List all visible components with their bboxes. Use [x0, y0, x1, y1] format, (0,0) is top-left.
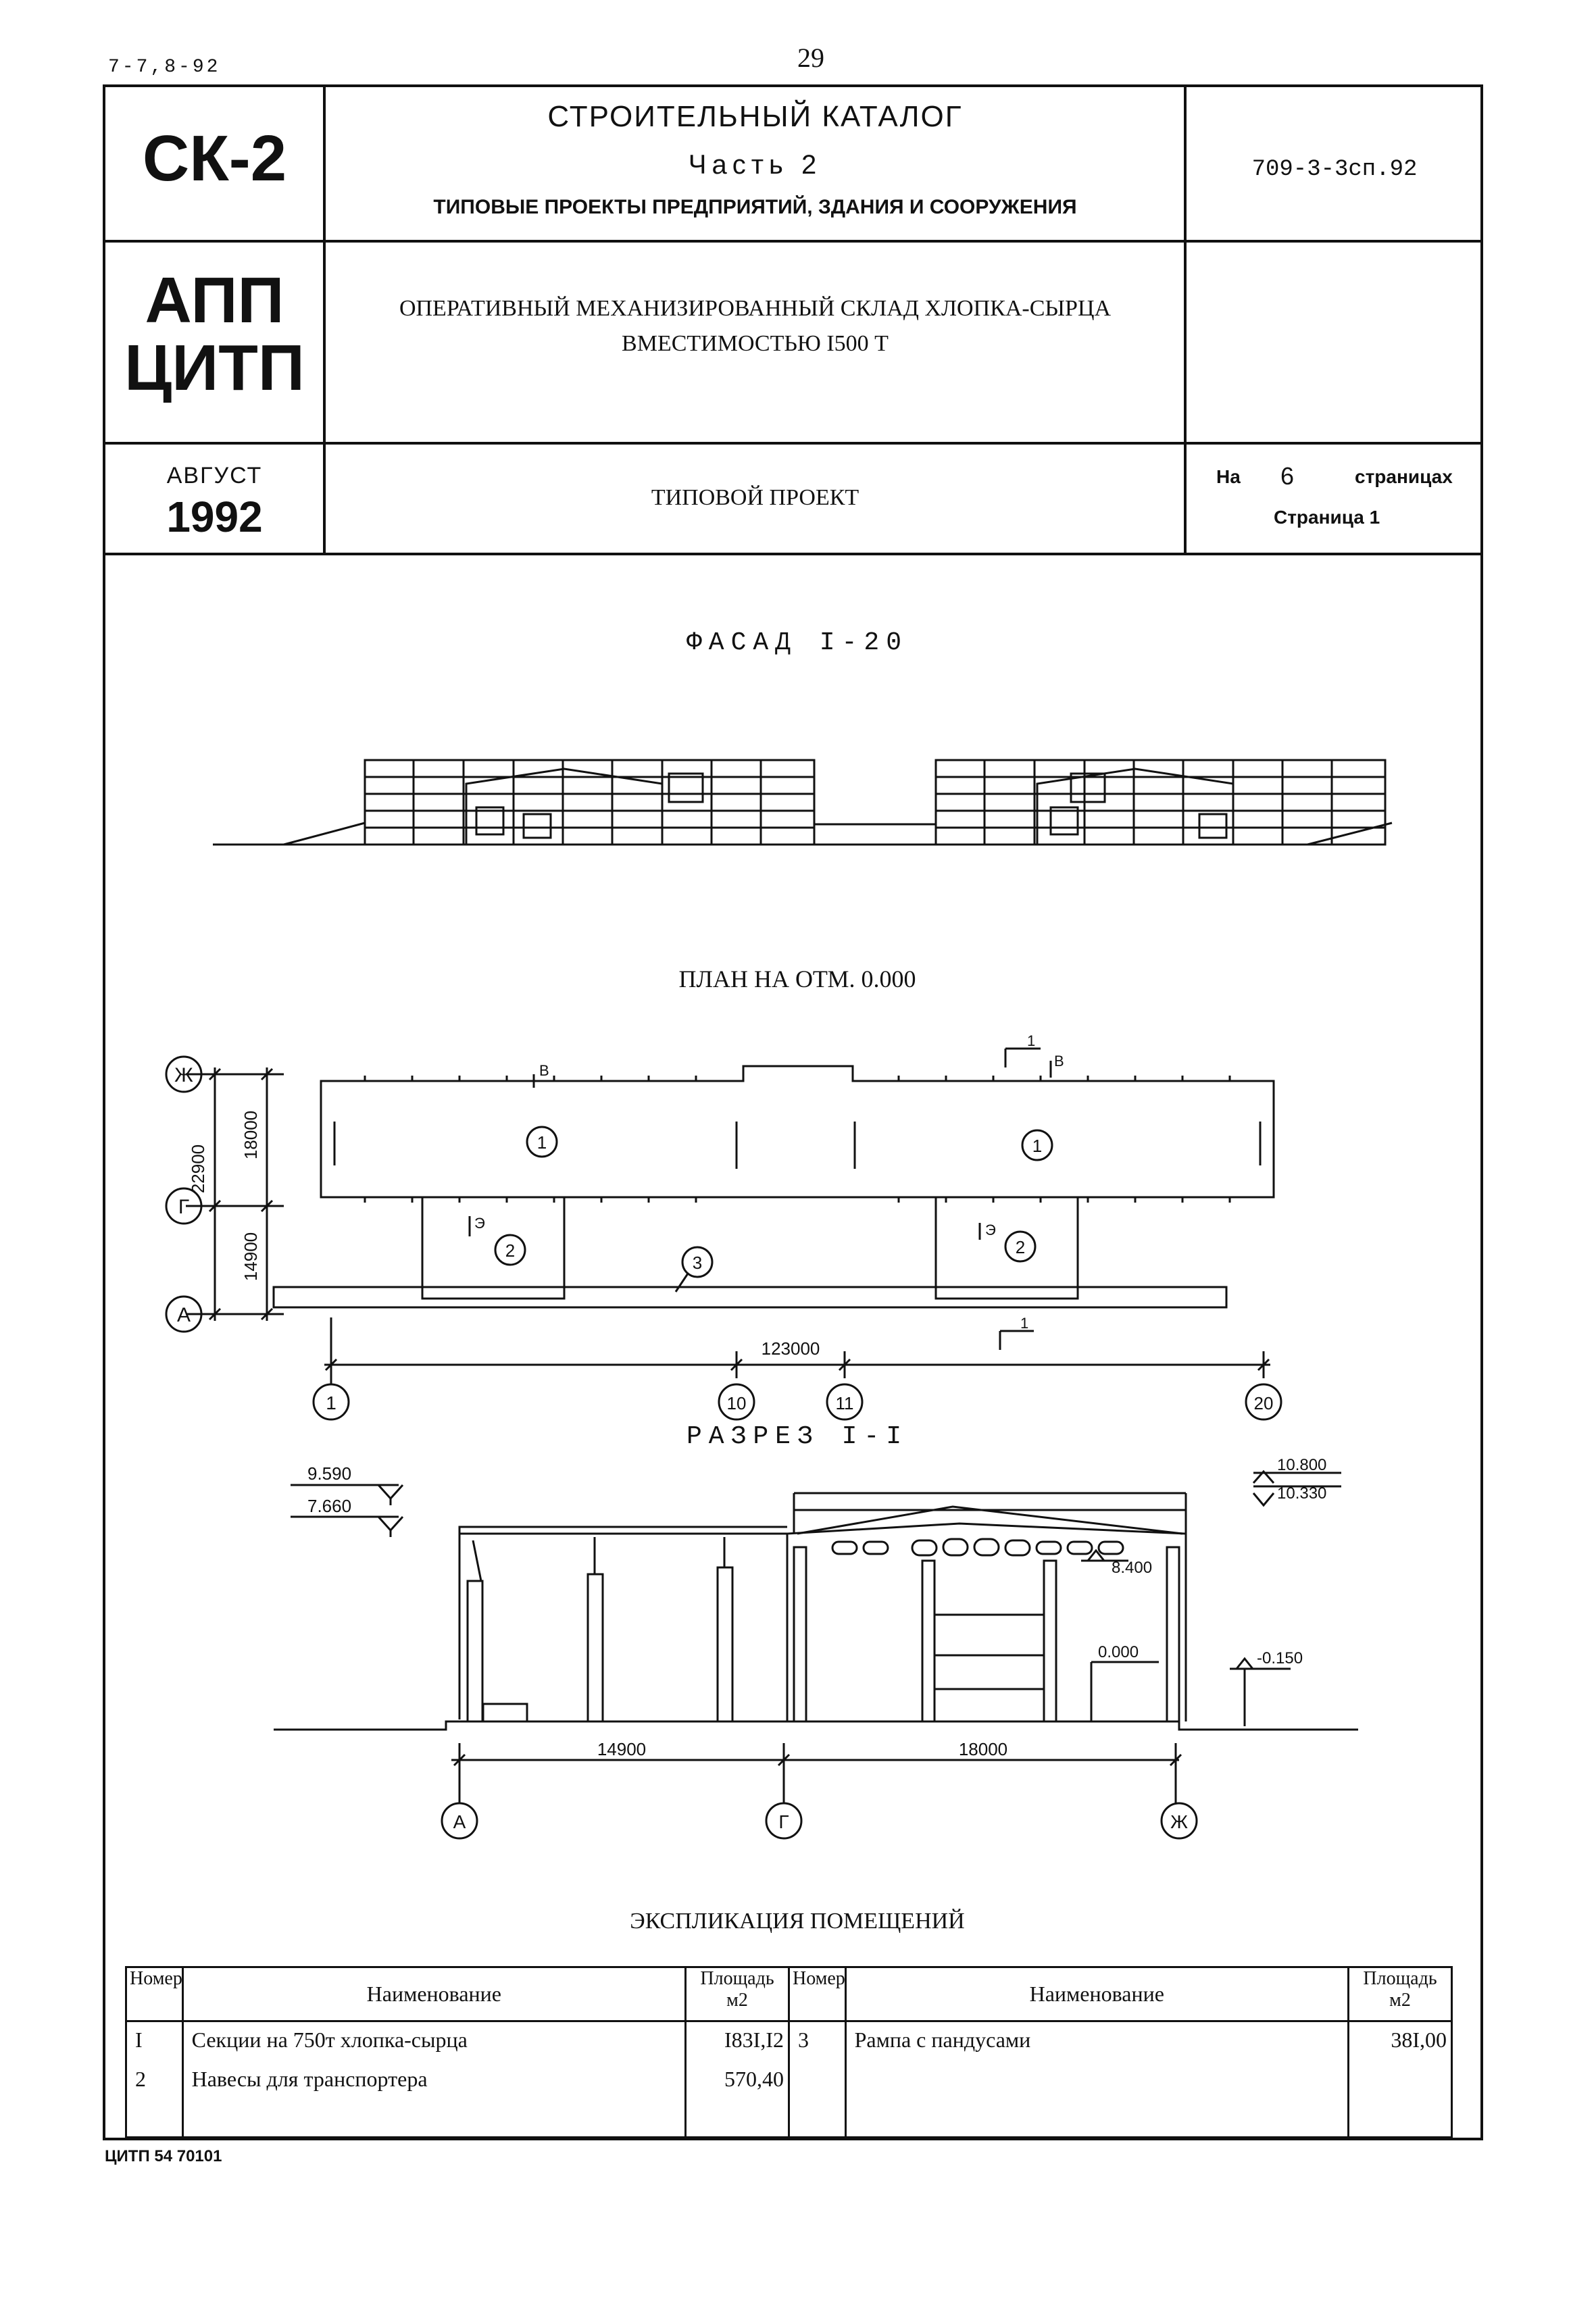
row-area: 570,40: [724, 2067, 784, 2091]
section-level-6: 0.000: [1098, 1643, 1139, 1661]
row-name: Секции на 750т хлопка-сырца: [191, 2028, 468, 2052]
page-label: Страница 1: [1274, 507, 1380, 528]
table-cell: [686, 2021, 789, 2138]
facade-drawing: [0, 0, 1596, 899]
plan-axis-col-label-4: 20: [1253, 1393, 1274, 1413]
section-dim-2: 18000: [958, 1739, 1008, 1759]
plan-room-tag-label-1b: 1: [1032, 1136, 1043, 1156]
plan-mark-1a: 1: [1027, 1032, 1036, 1049]
project-code: 709-3-3сп.92: [1251, 157, 1418, 182]
section-level-2: 7.660: [307, 1496, 352, 1516]
th-area-left: Площадь м2: [686, 1967, 789, 2021]
row-area: 38I,00: [1391, 2028, 1447, 2052]
section-axis-label-2: Г: [778, 1811, 789, 1832]
plan-room-tag-label-2b: 2: [1015, 1237, 1026, 1257]
section-level-7: -0.150: [1257, 1649, 1303, 1667]
plan-room-tag-label-3: 3: [692, 1253, 703, 1273]
row-num: 2: [135, 2067, 146, 2091]
plan-mark-b-2: В: [1054, 1053, 1064, 1070]
row-name: Навесы для транспортера: [191, 2067, 428, 2091]
catalog-part: Часть 2: [688, 150, 822, 180]
table-cell: [1348, 2021, 1451, 2138]
section-level-5: 8.400: [1112, 1559, 1153, 1577]
plan-mark-1b: 1: [1020, 1315, 1029, 1332]
section-title: РАЗРЕЗ I-I: [686, 1422, 909, 1451]
pages-suffix: страницах: [1355, 466, 1453, 487]
plan-room-tag-label-2a: 2: [505, 1240, 516, 1261]
project-title-line-2: ВМЕСТИМОСТЬЮ I500 Т: [622, 331, 889, 356]
facade-title: ФАСАД I-20: [686, 628, 909, 657]
section-level-1: 9.590: [307, 1463, 352, 1484]
plan-canopy-left: [422, 1197, 564, 1299]
section-canopy-roof: [459, 1527, 787, 1719]
th-name-right: Наименование: [845, 1967, 1348, 2021]
row-name: Рампа с пандусами: [854, 2028, 1031, 2052]
explication-title: ЭКСПЛИКАЦИЯ ПОМЕЩЕНИЙ: [630, 1909, 965, 1934]
project-title-line-1: ОПЕРАТИВНЫЙ МЕХАНИЗИРОВАННЫЙ СКЛАД ХЛОПКА-СЫРЦА: [399, 296, 1112, 321]
plan-drawing: [0, 1013, 1596, 1432]
catalog-subtitle: ТИПОВЫЕ ПРОЕКТЫ ПРЕДПРИЯТИЙ, ЗДАНИЯ И СООРУЖЕНИЯ: [433, 196, 1077, 218]
plan-dim-total-label: 123000: [761, 1338, 820, 1359]
section-level-4: 10.330: [1277, 1484, 1327, 1503]
plan-ramp: [274, 1287, 1226, 1307]
catalog-title: СТРОИТЕЛЬНЫЙ КАТАЛОГ: [547, 100, 963, 133]
table-cell: [845, 2021, 1348, 2138]
th-area-right: Площадь м2: [1348, 1967, 1451, 2021]
row-num: 3: [797, 2028, 809, 2052]
plan-dim-overall-label: 22900: [188, 1144, 208, 1194]
section-dim-1: 14900: [597, 1739, 647, 1759]
explication-table: [125, 1966, 1453, 2138]
plan-mark-b-1: В: [539, 1062, 549, 1079]
table-cell: [789, 2021, 845, 2138]
table-cell: [182, 2021, 685, 2138]
plan-room-tag-label-1a: 1: [537, 1132, 547, 1153]
section-drawing: [0, 1453, 1596, 1844]
catalog-code: СК-2: [142, 122, 287, 195]
page-number: 29: [797, 43, 824, 73]
section-level-3: 10.800: [1277, 1456, 1327, 1474]
issue-year: 1992: [166, 493, 263, 541]
section-axis-label-1: А: [453, 1811, 466, 1832]
plan-axis-row-label-2: Г: [178, 1196, 190, 1218]
org-line-1: АПП: [145, 264, 284, 336]
plan-mark-e-2: Э: [985, 1222, 996, 1238]
th-num-right: Номер: [789, 1967, 845, 2021]
plan-canopy-right: [936, 1197, 1078, 1299]
plan-title: ПЛАН НА ОТМ. 0.000: [678, 965, 916, 992]
footer-code: ЦИТП 54 70101: [105, 2147, 222, 2165]
issue-month: АВГУСТ: [166, 463, 263, 488]
row-num: I: [135, 2028, 143, 2052]
pages-prefix: На: [1216, 466, 1241, 487]
doc-type: ТИПОВОЙ ПРОЕКТ: [651, 485, 859, 510]
th-num-left: Номер: [126, 1967, 183, 2021]
section-ground: [274, 1721, 1358, 1730]
plan-mark-e-1: Э: [474, 1215, 485, 1232]
plan-main-block: [321, 1066, 1274, 1197]
section-axis-label-3: Ж: [1170, 1811, 1188, 1832]
corner-code: 7-7,8-92: [108, 57, 221, 78]
plan-dim-top-label: 18000: [241, 1110, 261, 1160]
plan-axis-col-label-3: 11: [835, 1393, 854, 1413]
plan-axis-col-label-1: 1: [326, 1392, 336, 1413]
org-line-2: ЦИТП: [124, 332, 305, 404]
th-name-left: Наименование: [182, 1967, 685, 2021]
plan-axis-row-label-1: Ж: [174, 1064, 193, 1086]
row-area: I83I,I2: [724, 2028, 784, 2052]
table-cell: [126, 2021, 183, 2138]
plan-dim-bottom-label: 14900: [241, 1232, 261, 1282]
plan-axis-col-label-2: 10: [726, 1393, 747, 1413]
pages-count: 6: [1280, 462, 1295, 490]
plan-axis-row-label-3: А: [176, 1304, 191, 1326]
